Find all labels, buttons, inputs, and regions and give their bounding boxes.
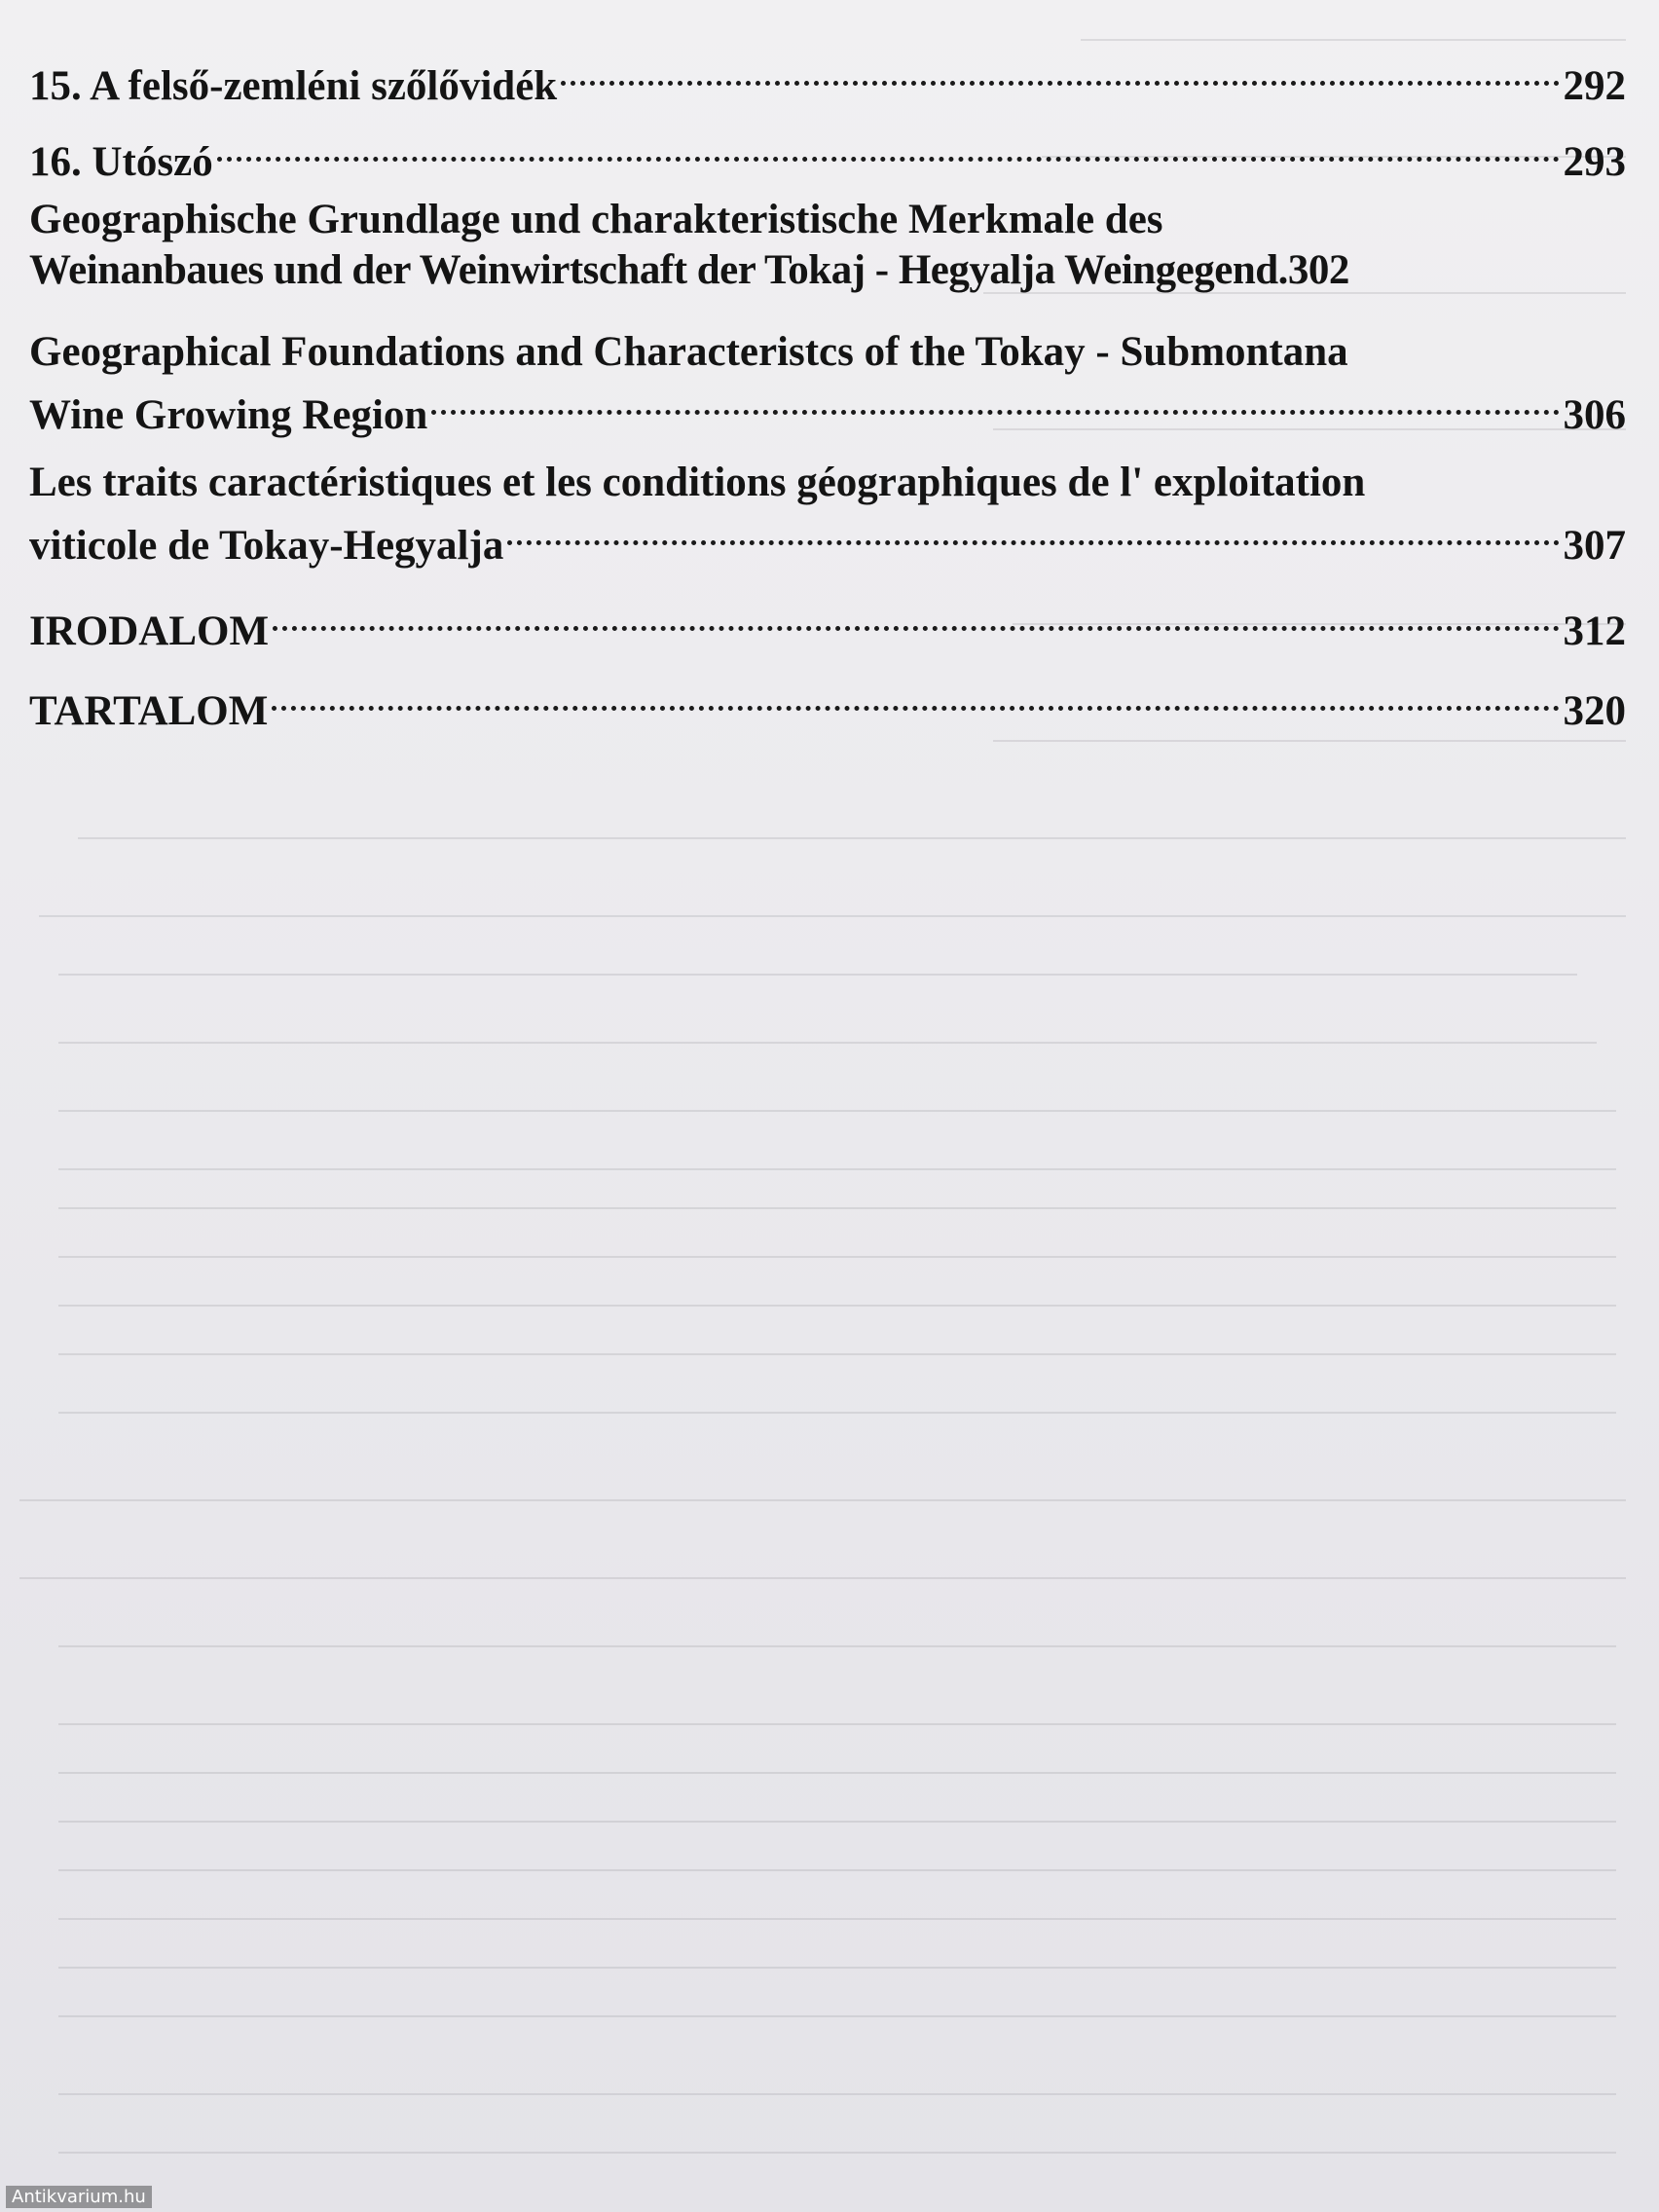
toc-entry-french-summary — [29, 458, 1626, 571]
dot-leader — [272, 674, 1559, 724]
watermark: Antikvarium.hu — [6, 2186, 152, 2208]
toc-entry-title-line2: Weinanbaues und der Weinwirtschaft der Tokaj - Hegyalja Weingegend.302 — [29, 247, 1349, 293]
dot-leader — [273, 594, 1559, 645]
toc-entry-15 — [29, 49, 1626, 112]
dot-leader — [561, 49, 1559, 99]
toc-entry-16 — [29, 125, 1626, 188]
toc-entry-title-line1: Geographische Grundlage und charakteristische Merkmale des — [29, 197, 1163, 242]
dot-leader — [507, 508, 1559, 559]
toc-entry-page: 320 — [1563, 688, 1626, 734]
toc-entry-title: TARTALOM — [29, 688, 269, 734]
toc-entry-german-summary — [29, 195, 1626, 296]
dot-leader — [431, 378, 1559, 428]
toc-entry-title-line1: Les traits caractéristiques et les conditions géographiques de l' exploitation — [29, 460, 1366, 505]
toc-entry-title-line2: Wine Growing Region — [29, 392, 428, 438]
toc-entry-page: 293 — [1563, 139, 1626, 185]
toc-entry-title-line2: viticole de Tokay-Hegyalja — [29, 523, 504, 569]
toc-entry-tartalom — [29, 674, 1626, 737]
toc-entry-page: 307 — [1563, 523, 1626, 569]
toc-entry-title: 15. A felső-zemléni szőlővidék — [29, 63, 558, 109]
toc-entry-page: 306 — [1563, 392, 1626, 438]
toc-entry-page: 312 — [1563, 608, 1626, 654]
dot-leader — [217, 125, 1560, 175]
toc-entry-title: 16. Utószó — [29, 139, 213, 185]
toc-entry-irodalom — [29, 594, 1626, 657]
toc-entry-title: IRODALOM — [29, 608, 270, 654]
toc-entry-english-summary — [29, 327, 1626, 441]
toc-entry-page: 292 — [1563, 63, 1626, 109]
toc-entry-title-line1: Geographical Foundations and Characteristcs of the Tokay - Submontana — [29, 329, 1348, 375]
